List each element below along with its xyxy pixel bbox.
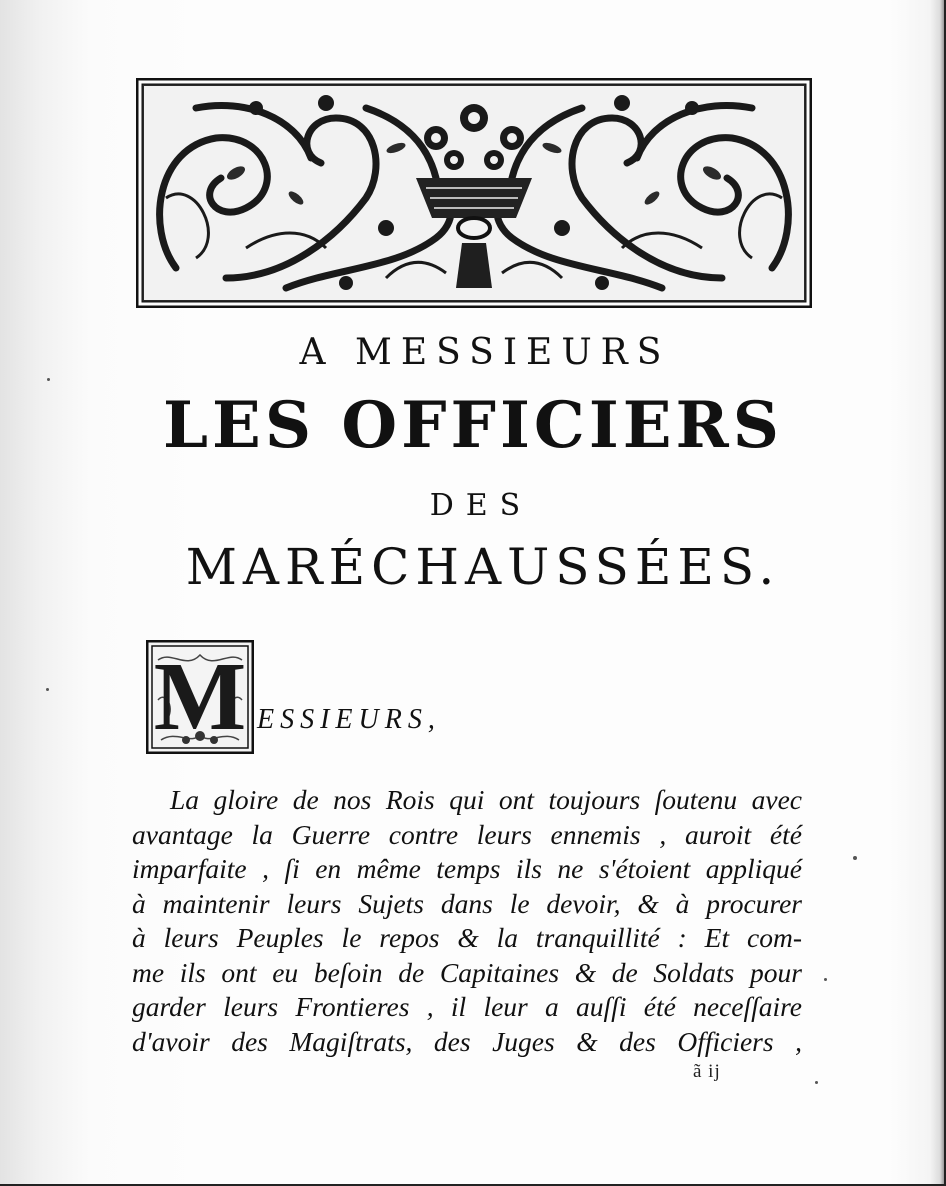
paper-speck: [815, 1081, 818, 1084]
body-paragraph: [132, 783, 802, 1059]
body-line: La gloire de nos Rois qui ont toujours ſoutenu avec: [170, 784, 802, 815]
signature-mark: ã ij: [693, 1061, 721, 1082]
paper-speck: [46, 688, 49, 691]
body-line: à maintenir leurs Sujets dans le devoir, & à procurer: [132, 887, 802, 919]
paper-speck: [47, 378, 50, 381]
body-line: imparfaite , ſi en même temps ils ne s'étoient appliqué: [132, 853, 802, 884]
body-line: à leurs Peuples le repos & la tranquillité : Et com-: [132, 922, 802, 953]
body-line: d'avoir des Magiſtrats, des Juges & des Officiers ,: [132, 1025, 802, 1057]
salutation: ESSIEURS,: [257, 704, 441, 735]
heading-line-1: A MESSIEURS: [299, 332, 671, 373]
paper-speck: [824, 978, 827, 981]
body-line: me ils ont eu beſoin de Capitaines & de Soldats pour: [132, 956, 802, 988]
heading-line-4: MARÉCHAUSSÉES.: [185, 538, 781, 596]
dropcap-frame: [146, 640, 254, 754]
heading-line-2: LES OFFICIERS: [163, 388, 783, 463]
paper-speck: [853, 856, 857, 860]
body-line: avantage la Guerre contre leurs ennemis , auroit été: [132, 818, 802, 850]
headpiece-ornament: [136, 78, 812, 308]
heading-line-3: DES: [429, 488, 533, 523]
dropcap-letter: M: [153, 643, 247, 751]
body-line: garder leurs Frontieres , il leur a auſſi été neceſſaire: [132, 991, 802, 1022]
